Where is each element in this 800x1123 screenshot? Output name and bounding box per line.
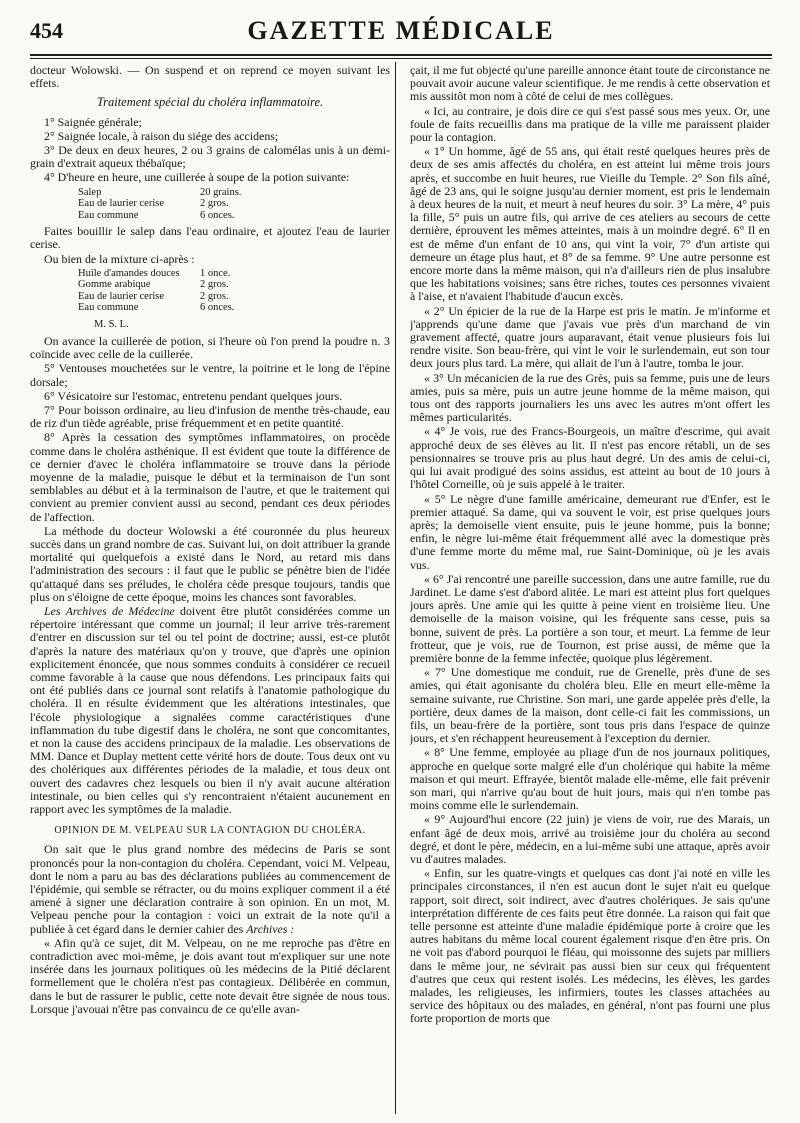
paragraph: « 7° Une domestique me conduit, rue de Grenelle, près d'une de ses amies, qui était agonisante du choléra bleu. Elle en meurt elle-même la semaine suivante, rue Christine. Son mari, une garde appelée près d'elle, la portière, deux dames de la maison, dont celle-ci fait les commissions, un fils, un beau-frère de la portière, sont tous pris dans l'espace de quinze jours, et s'en réchappent heureusement à l'exception du dernier. [410, 665, 770, 746]
list-item: 5° Ventouses mouchetées sur le ventre, la poitrine et le long de l'épine dorsale; [30, 361, 390, 389]
paragraph: « 8° Une femme, employée au pliage d'un de nos journaux politiques, approche en quelque sorte malgré elle d'un cholérique qui habite la même maison et qui meurt. Effrayée, bientôt malade elle-même, elle fait prévenir son mari, qui n'arrive qu'au bout de huit jours, mais qui n'en tombe pas moins comme elle le surlendemain. [410, 745, 770, 813]
paragraph-text: On sait que le plus grand nombre des médecins de Paris se sont prononcés pour la non-contagion du choléra. Cependant, voici M. Velpeau, dont le nom a paru au bas des déclarations publiées au commencement de l'épidémie, qui semble se rétracter, ou du moins expliquer comment il a été amené à signer une déclaration contraire à son opinion. En un mot, M. Velpeau penche pour la contagion : voici un extrait de la note qu'il a publiée à cet égard dans le dernier cahier des [30, 842, 390, 936]
section-heading: Traitement spécial du choléra inflammatoire. [96, 95, 324, 110]
quantity: 2 gros. [200, 198, 229, 210]
page-header [30, 16, 772, 48]
page-number: 454 [30, 18, 63, 43]
quantity: 20 grains. [200, 186, 242, 198]
paragraph: « 1° Un homme, âgé de 55 ans, qui était resté quelques heures près de deux de ses amis affectés du choléra, en est atteint lui même trois jours après, et succombe en huit heures, rue Vieille du Temple. 2° Son fils aîné, âgé de 23 ans, qui le soigne jusqu'au dernier moment, est pris le lendemain à deux heures de la nuit, et meurt à neuf heures du soir. 3° La mère, 4° puis la fille, 5° puis un autre fils, qui arrive de ces ateliers au secours de cette dernière, éprouvent les mêmes atteintes, mais à un moindre degré. 6° Il en est de même d'un enfant de 10 ans, qui vint la voir, 7° d'un artiste qui demeure un étage plus haut, et 8° de sa femme. 9° Une autre personne est encore morte dans la même maison, qui n'a d'ailleurs rien de plus insalubre que les habitations voisines; sans être riches, toutes ces personnes vivaient à l'aise, et n'avaient l'habitude d'aucun excès. [410, 144, 770, 304]
paragraph: « Afin qu'à ce sujet, dit M. Velpeau, on ne me reproche pas d'être en contradiction avec moi-même, je dois avant tout m'expliquer sur une note insérée dans les journaux politiques où les médecins de la Pitié déclarent formellement que le choléra n'est pas contagieux. Délibérée en commun, dans le but de rassurer le public, cette note devait être signée de nous tous. Lorsque j'avouai n'être pas convaincu de ce qu'elle avan- [30, 935, 390, 1016]
paragraph: On avance la cuillerée de potion, si l'heure où l'on prend la poudre n. 3 coïncide avec celle de la cuillerée. [30, 333, 390, 362]
recipe-row [78, 291, 238, 303]
paragraph: çait, il me fut objecté qu'une pareille annonce étant toute de circonstance ne pouvait avoir aucune valeur scientifique. Je me rendis à cette observation et mis aussitôt mon nom à côté de celui de mes collègues. [410, 64, 770, 104]
recipe-row [78, 198, 245, 210]
paragraph: « 4° Je vois, rue des Francs-Bourgeois, un maître d'escrime, qui avait approché deux de ses élèves au lit. Il n'est pas encore rétabli, un de ses pensionnaires se trouve pris au plus haut degré. Un des amis de celui-ci, qui lui avait prodigué des soins assidus, est atteint au bout de 10 jours à l'hôtel Corneille, où je suis appelé à le traiter. [410, 424, 770, 492]
ingredient: Eau commune [78, 302, 139, 314]
list-item: 4° D'heure en heure, une cuillerée à soupe de la potion suivante: [44, 170, 350, 185]
quantity: 6 onces. [200, 209, 235, 221]
list-item: 1° Saignée générale; [44, 114, 142, 129]
paragraph: « 9° Aujourd'hui encore (22 juin) je viens de voir, rue des Marais, un enfant âgé de deux mois, arrivé au troisième jour du choléra au second degré, et dont le père, médecin, en a lui-même subi une attaque, après avoir vu d'autres malades. [410, 812, 770, 866]
recipe-table [78, 268, 238, 314]
paragraph: Faites bouillir le salep dans l'eau ordinaire, et ajoutez l'eau de laurier cerise. [30, 224, 390, 252]
paragraph: « 2° Un épicier de la rue de la Harpe est pris le matin. Je m'informe et j'apprends qu'une dame que j'avais vue près d'un marchand de vin gravement affecté, quatre jours auparavant, était venue plusieurs fois lui rendre visite. Son beau-frère, qui vint le voir le surlendemain, eut son tour deux jours plus tard. La mère, qui allait de l'un à l'autre, tomba le jour. [410, 303, 770, 371]
paragraph: La méthode du docteur Wolowski a été couronnée du plus heureux succès dans un grand nombre de cas. Suivant lui, on doit attribuer la grande mortalité qui quelquefois a existé dans le Nord, au retard mis dans l'administration des secours : il faut que le public se pénètre bien de l'idée qu'attaqué dans ses préludes, le choléra cède presque toujours, tandis que plus on s'éloigne de cette époque, moins les chances sont favorables. [30, 523, 390, 604]
quantity: 2 gros. [200, 290, 229, 302]
right-column [410, 64, 770, 1114]
section-heading: OPINION DE M. VELPEAU SUR LA CONTAGION DU CHOLÉRA. [54, 825, 366, 837]
ingredient: Eau de laurier cerise [78, 198, 164, 210]
left-column [30, 64, 390, 1114]
paragraph: « Ici, au contraire, je dois dire ce qui s'est passé sous mes yeux. Or, une foule de faits recueillis dans ma pratique de la ville me paraissent plaider pour la contagion. [410, 103, 770, 145]
recipe-table [78, 187, 245, 222]
paragraph: « 5° Le nègre d'une famille américaine, demeurant rue d'Enfer, est le premier attaqué. Sa dame, qui va souvent le voir, est prise quelques jours après; la demoiselle vient ensuite, puis le jeune homme, puis la bonne; enfin, le nègre lui-même était fréquemment allé avec la domestique près d'une femme morte du même mal, rue Saint-Dominique, où je les avais vus. [410, 491, 770, 572]
recipe-row [78, 210, 245, 222]
list-item: 7° Pour boisson ordinaire, au lieu d'infusion de menthe très-chaude, eau de riz d'un tiède agréable, prise fréquemment et en petite quantité. [30, 402, 390, 431]
quantity: 6 onces. [200, 302, 235, 314]
list-item: 6° Vésicatoire sur l'estomac, entretenu pendant quelques jours. [44, 388, 343, 403]
paragraph-text: doivent être plutôt considérées comme un répertoire intéressant que comme un journal; il leur arrive très-rarement d'entrer en discussion sur tel ou tel point de doctrine; aussi, est-ce plutôt d'après la nature des matériaux qu'on y trouve, que d'après une opinion explicitement énoncée, que nous sommes conduits à considérer ce recueil comme favorable à la cause que nous défendons. Les principaux faits qui ont été publiés dans ce journal sont relatifs à l'anatomie pathologique du choléra. Il en résulte évidemment que les altérations intestinales, que l'école physiologique a signalées comme caractéristiques d'une inflammation du tube digestif dans le choléra, ne sont que concomitantes, et non la cause des accidens principaux de la maladie. Les observations de MM. Dance et Duplay mettent cette vérité hors de doute. Tous deux ont vu des cholériques aux différentes périodes de la maladie, et tous deux ont ouvert des cadavres chez lesquels ou bien il n'y avait aucune altération intestinale, ou bien celles qui s'y rencontraient n'étaient aucunement en rapport avec les symptômes de la maladie. [30, 604, 390, 817]
paragraph [30, 605, 390, 816]
paragraph: Ou bien de la mixture ci-après : [44, 251, 195, 266]
journal-title: GAZETTE MÉDICALE [247, 16, 555, 45]
column-divider [395, 62, 396, 1114]
ingredient: Salep [78, 186, 102, 198]
header-rule [30, 54, 772, 59]
recipe-row [78, 187, 245, 199]
paragraph: « 6° J'ai rencontré une pareille succession, dans une autre famille, rue du Jardinet. Le dame s'est d'abord alitée. Le mari est atteint plus fort quelques jours après. Une amie qui les quitte à peine vient en troisième lieu. Une demoiselle de la maison voisine, qui les fréquente sans cesse, puis sa bonne, suivent de près. La portière a son tour, et meurt. La femme de leur frotteur, que je vois, rue de Tournon, est prise aussi, de même que la première bonne de la femme infectée, quoique plus légèrement. [410, 571, 770, 665]
paragraph: « Enfin, sur les quatre-vingts et quelques cas dont j'ai noté en ville les principales circonstances, il n'en est aucun dont le sujet n'ait eu quelque rapport, soit direct, soit indirect, avec d'autres cholériques. Je sais qu'une interprétation différente de ces faits peut être donnée. La raison qui fait que telle personne est atteinte d'une maladie épidémique porte à croire que les autres habitans du même local courent également risque d'en être pris. On ne voit pas d'abord pourquoi le fléau, qui moissonne des sujets par milliers dans le même jour, ne sévirait pas aussi bien sur ceux qui fréquentent d'autres que ceux qui restent isolés. Les médecins, les élèves, les gardes malades, les religieuses, les infirmiers, toutes les classes attachées au service des hôpitaux ou des malades, en général, n'ont pas fourni une plus forte proportion de morts que [410, 866, 770, 1026]
ingredient: Eau de laurier cerise [78, 290, 164, 302]
list-item: 8° Après la cessation des symptômes inflammatoires, on procède comme dans le choléra asthénique. Il est évident que toute la différence de ce dernier d'avec le choléra inflammatoire se trouve dans la période moyenne de la maladie, puisque le début et la terminaison de l'un sont semblables au début et à la terminaison de l'autre, et que le traitement qui convient au premier convient aussi au second, pendant ces deux périodes de l'affection. [30, 430, 390, 524]
quantity: 1 once. [200, 267, 231, 279]
ingredient: Gomme arabique [78, 279, 151, 291]
recipe-row [78, 268, 238, 280]
journal-reference: Archives : [246, 921, 295, 936]
list-item: 2° Saignée locale, à raison du siége des accidens; [44, 128, 279, 143]
list-item: 3° De deux en deux heures, 2 ou 3 grains de calomélas unis à un demi-grain d'extrait aqueux thébaïque; [30, 143, 390, 171]
ingredient: Huile d'amandes douces [78, 267, 180, 279]
paragraph: docteur Wolowski. — On suspend et on reprend ce moyen suivant les effets. [30, 64, 390, 91]
paragraph: « 3° Un mécanicien de la rue des Grès, puis sa femme, puis une de leurs amies, puis sa mère, puis un autre jeune homme de la même maison, qui tous ont des rapports journaliers les uns avec les autres m'ont offert les mêmes particularités. [410, 370, 770, 425]
quantity: 2 gros. [200, 279, 229, 291]
ingredient: Eau commune [78, 209, 139, 221]
journal-reference: Les Archives de Médecine [44, 604, 175, 618]
recipe-row [78, 279, 238, 291]
recipe-row [78, 302, 238, 314]
recipe-signature: M. S. L. [94, 318, 129, 330]
paragraph [30, 843, 390, 935]
